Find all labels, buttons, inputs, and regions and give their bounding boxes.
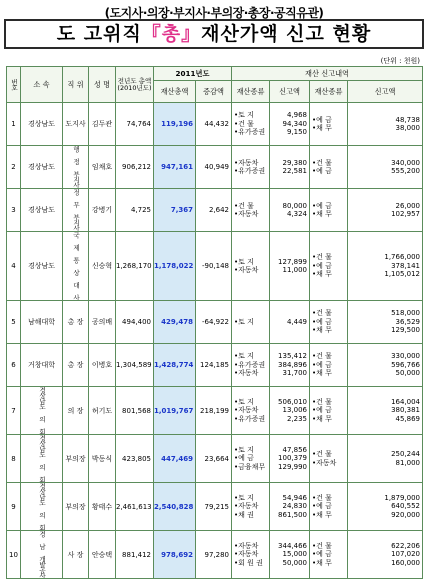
row-type1-item: •건 물	[234, 119, 254, 128]
row-name: 신승혁	[89, 232, 116, 301]
row-prev-total: 494,400	[116, 301, 154, 344]
row-amount1-item: 100,379	[278, 454, 307, 463]
row-amount2-item: 640,552	[391, 502, 421, 511]
row-total-2011: 1,178,022	[154, 232, 196, 301]
row-position: 정 무 부지사	[63, 189, 89, 232]
row-type1	[232, 531, 270, 579]
page-title	[4, 19, 424, 49]
row-amount1-item: 4,324	[286, 210, 307, 218]
row-amount2	[348, 483, 423, 531]
row-prev-total: 801,568	[116, 387, 154, 435]
row-amount1-item: 861,500	[278, 510, 307, 519]
row-type1-item: •유가증권	[234, 414, 266, 423]
row-amount1	[270, 531, 310, 579]
row-amount1	[270, 435, 310, 483]
row-amount1-item: 4,968	[286, 111, 307, 120]
row-amount1-item: 22,581	[282, 167, 307, 175]
row-amount1	[270, 387, 310, 435]
row-org: 거창대학	[21, 344, 63, 387]
table-row	[7, 435, 423, 483]
row-amount2-item: 555,200	[391, 167, 421, 175]
row-amount1-item: 15,000	[282, 550, 307, 559]
row-position: 국 제 통 상 대 사	[63, 232, 89, 301]
row-amount2	[348, 301, 423, 344]
row-name: 안승택	[89, 531, 116, 579]
row-name: 공의배	[89, 301, 116, 344]
row-amount2-item: 1,879,000	[384, 493, 421, 502]
row-change: 218,199	[196, 387, 232, 435]
row-type1-item: •유가증권	[234, 167, 266, 175]
title-prefix: 도 고위직	[56, 23, 142, 45]
table-row	[7, 483, 423, 531]
row-amount2-item: 380,381	[391, 406, 421, 415]
header-detail: 재산 신고내역	[232, 67, 423, 81]
row-org: 경상남도	[21, 232, 63, 301]
row-amount1-item: 344,466	[278, 541, 307, 550]
row-type1	[232, 344, 270, 387]
row-type2	[310, 344, 348, 387]
row-amount2-item: 1,105,012	[384, 270, 421, 279]
row-position: 행 정 부지사	[63, 146, 89, 189]
row-amount1-item: 9,150	[286, 128, 307, 137]
row-change: 40,949	[196, 146, 232, 189]
row-amount2-item: 50,000	[395, 369, 421, 378]
row-type2-item: •채 무	[312, 124, 332, 132]
row-type1-item: •토 지	[234, 317, 254, 326]
row-type2	[310, 301, 348, 344]
row-type2-item: •건 물	[312, 493, 332, 502]
row-name: 박동식	[89, 435, 116, 483]
row-org: 남해대학	[21, 301, 63, 344]
row-number: 7	[7, 387, 21, 435]
row-amount2-item: 378,141	[391, 261, 421, 270]
row-type1	[232, 189, 270, 232]
row-number: 4	[7, 232, 21, 301]
row-change: 44,432	[196, 103, 232, 146]
row-type1-item: •자동차	[234, 541, 259, 550]
row-amount1-item: 24,830	[282, 502, 307, 511]
header-type2: 재산종류	[310, 81, 348, 103]
header-type1: 재산종류	[232, 81, 270, 103]
row-amount2-item: 920,000	[391, 510, 421, 519]
row-amount1-item: 94,340	[282, 119, 307, 128]
row-type2	[310, 483, 348, 531]
title-suffix: 재산가액 신고 현황	[201, 23, 372, 45]
row-number: 9	[7, 483, 21, 531]
row-amount1-item: 127,899	[278, 257, 307, 266]
row-type1-item: •토 지	[234, 352, 254, 361]
row-prev-total: 4,725	[116, 189, 154, 232]
row-amount2-item: 622,206	[391, 541, 421, 550]
row-amount2-item: 48,738	[395, 115, 421, 124]
row-type1-item: •토 지	[234, 493, 254, 502]
row-type2-item: •채 무	[312, 326, 332, 335]
row-number: 5	[7, 301, 21, 344]
row-type2-item: •건 물	[312, 309, 332, 318]
row-amount1	[270, 103, 310, 146]
row-type2	[310, 146, 348, 189]
header-no: 번호	[7, 67, 21, 103]
row-total-2011: 429,478	[154, 301, 196, 344]
row-amount1-item: 13,006	[282, 406, 307, 415]
row-change: 97,280	[196, 531, 232, 579]
row-amount1-item: 29,380	[282, 158, 307, 167]
row-amount1-item: 4,449	[286, 317, 307, 326]
header-org: 소 속	[21, 67, 63, 103]
row-type2-item: •예 금	[312, 406, 332, 415]
table-row	[7, 387, 423, 435]
row-type2-item: •예 금	[312, 360, 332, 369]
table-row	[7, 232, 423, 301]
row-type2-item: •건 물	[312, 253, 332, 262]
row-type1	[232, 103, 270, 146]
row-amount1	[270, 483, 310, 531]
row-position: 사 장	[63, 531, 89, 579]
row-type2-item: •채 무	[312, 369, 332, 378]
row-position: 부의장	[63, 483, 89, 531]
row-type1	[232, 483, 270, 531]
row-type2-item: •예 금	[312, 115, 332, 124]
row-type1-item: •자동차	[234, 502, 259, 511]
row-amount2-item: 164,004	[391, 397, 421, 406]
row-amount2-item: 340,000	[391, 158, 421, 167]
page-subtitle: (도지사·의장·부지사·부의장·총장·공직유관)	[104, 6, 324, 20]
header-prev-total: 전년도 총액 (2010년도)	[116, 67, 154, 103]
row-amount2	[348, 387, 423, 435]
header-2011: 2011년도	[154, 67, 232, 81]
row-type1-item: •회 원 권	[234, 558, 263, 567]
header-change: 증감액	[196, 81, 232, 103]
row-type1-item: •자동차	[234, 158, 259, 167]
row-amount2-item: 330,000	[391, 352, 421, 361]
row-type2	[310, 232, 348, 301]
row-change: 124,185	[196, 344, 232, 387]
row-type1-item: •유가증권	[234, 128, 266, 137]
row-position: 총 장	[63, 301, 89, 344]
row-type2-item: •채 무	[312, 414, 332, 423]
row-total-2011: 1,019,767	[154, 387, 196, 435]
row-type1	[232, 435, 270, 483]
row-org: 경상남도 의 회	[21, 483, 63, 531]
header-amount2: 신고액	[348, 81, 423, 103]
table-row	[7, 103, 423, 146]
row-amount1	[270, 301, 310, 344]
row-amount2	[348, 146, 423, 189]
row-amount2-item: 38,000	[395, 124, 421, 132]
table-row	[7, 189, 423, 232]
row-type2-item: •예 금	[312, 167, 332, 175]
row-type1-item: •예 금	[234, 454, 254, 463]
row-type2-item: •예 금	[312, 201, 332, 210]
row-prev-total: 881,412	[116, 531, 154, 579]
row-amount2-item: 36,529	[395, 317, 421, 326]
row-total-2011: 119,196	[154, 103, 196, 146]
row-type1-item: •자동차	[234, 369, 259, 378]
row-amount2-item: 102,957	[391, 210, 421, 218]
row-total-2011: 947,161	[154, 146, 196, 189]
header-position: 직 위	[63, 67, 89, 103]
row-number: 2	[7, 146, 21, 189]
row-type1-item: •채 권	[234, 510, 254, 519]
row-type1-item: •금융채무	[234, 462, 266, 471]
row-prev-total: 1,268,170	[116, 232, 154, 301]
row-org: 경상남도	[21, 189, 63, 232]
table-row	[7, 344, 423, 387]
row-amount2	[348, 189, 423, 232]
row-amount1-item: 506,010	[278, 397, 307, 406]
table-row	[7, 146, 423, 189]
row-amount2-item: 26,000	[395, 201, 421, 210]
row-amount2-item: 160,000	[391, 558, 421, 567]
row-amount2-item: 107,020	[391, 550, 421, 559]
row-amount1-item: 31,700	[282, 369, 307, 378]
row-name: 김두관	[89, 103, 116, 146]
row-type2-item: •자동차	[312, 458, 337, 467]
row-type1-item: •유가증권	[234, 360, 266, 369]
row-position: 총 장	[63, 344, 89, 387]
row-type2-item: •건 물	[312, 450, 332, 458]
row-position: 도지사	[63, 103, 89, 146]
row-amount2	[348, 435, 423, 483]
header-amount1: 신고액	[270, 81, 310, 103]
row-total-2011: 7,367	[154, 189, 196, 232]
table-row	[7, 531, 423, 579]
row-type2-item: •건 물	[312, 397, 332, 406]
row-type1	[232, 301, 270, 344]
row-type2-item: •채 무	[312, 270, 332, 279]
row-total-2011: 447,469	[154, 435, 196, 483]
unit-label: (단위 : 천원)	[380, 57, 420, 65]
row-name: 허기도	[89, 387, 116, 435]
row-change: 2,642	[196, 189, 232, 232]
row-change: 79,215	[196, 483, 232, 531]
row-amount1-item: 11,000	[282, 266, 307, 274]
row-type1	[232, 146, 270, 189]
row-amount1	[270, 344, 310, 387]
row-amount2-item: 45,869	[395, 414, 421, 423]
header-total: 재산총액	[154, 81, 196, 103]
row-amount1	[270, 232, 310, 301]
row-amount1-item: 47,856	[282, 445, 307, 454]
row-type2-item: •건 물	[312, 352, 332, 361]
row-type1-item: •자동차	[234, 266, 259, 274]
row-type1-item: •토 지	[234, 257, 254, 266]
table-row	[7, 301, 423, 344]
row-amount2-item: 250,244	[391, 450, 421, 458]
row-amount1	[270, 189, 310, 232]
row-type2-item: •채 무	[312, 558, 332, 567]
row-amount2	[348, 344, 423, 387]
row-amount1-item: 54,946	[282, 493, 307, 502]
row-org: 경상남도	[21, 103, 63, 146]
row-type2-item: •예 금	[312, 502, 332, 511]
row-type1-item: •토 지	[234, 111, 254, 120]
row-org: 경상남도 의 회	[21, 435, 63, 483]
row-name: 임채호	[89, 146, 116, 189]
row-prev-total: 2,461,613	[116, 483, 154, 531]
row-prev-total: 74,764	[116, 103, 154, 146]
row-prev-total: 1,304,589	[116, 344, 154, 387]
row-total-2011: 2,540,828	[154, 483, 196, 531]
row-amount2	[348, 531, 423, 579]
row-amount2-item: 81,000	[395, 458, 421, 467]
row-type1	[232, 232, 270, 301]
row-position: 의 장	[63, 387, 89, 435]
row-type2-item: •채 무	[312, 210, 332, 218]
row-type1-item: •자동차	[234, 550, 259, 559]
row-amount1	[270, 146, 310, 189]
row-amount2-item: 596,766	[391, 360, 421, 369]
row-amount1-item: 80,000	[282, 201, 307, 210]
row-prev-total: 906,212	[116, 146, 154, 189]
row-amount2	[348, 103, 423, 146]
row-name: 강병기	[89, 189, 116, 232]
row-type2-item: •예 금	[312, 550, 332, 559]
row-name: 황태수	[89, 483, 116, 531]
row-type1-item: •자동차	[234, 406, 259, 415]
row-type2	[310, 387, 348, 435]
row-type2	[310, 189, 348, 232]
row-total-2011: 1,428,774	[154, 344, 196, 387]
row-amount1-item: 2,235	[286, 414, 307, 423]
row-amount1-item: 135,412	[278, 352, 307, 361]
row-number: 3	[7, 189, 21, 232]
row-type2-item: •예 금	[312, 317, 332, 326]
row-amount1-item: 50,000	[282, 558, 307, 567]
row-type2-item: •예 금	[312, 261, 332, 270]
row-org: 경상남도	[21, 146, 63, 189]
row-type2-item: •건 물	[312, 158, 332, 167]
row-type1	[232, 387, 270, 435]
row-name: 이병호	[89, 344, 116, 387]
row-change: 23,664	[196, 435, 232, 483]
row-type1-item: •토 지	[234, 397, 254, 406]
row-type1-item: •자동차	[234, 210, 259, 218]
row-amount1-item: 129,990	[278, 462, 307, 471]
row-type2-item: •건 물	[312, 541, 332, 550]
row-number: 1	[7, 103, 21, 146]
row-prev-total: 423,805	[116, 435, 154, 483]
row-amount2	[348, 232, 423, 301]
row-type1-item: •건 물	[234, 201, 254, 210]
row-amount1-item: 384,896	[278, 360, 307, 369]
row-position: 부의장	[63, 435, 89, 483]
row-change: -90,148	[196, 232, 232, 301]
row-total-2011: 978,692	[154, 531, 196, 579]
row-org: 경상남도 의 회	[21, 387, 63, 435]
row-number: 6	[7, 344, 21, 387]
row-amount2-item: 129,500	[391, 326, 421, 335]
row-type2	[310, 531, 348, 579]
row-number: 10	[7, 531, 21, 579]
row-number: 8	[7, 435, 21, 483]
asset-table	[6, 66, 423, 579]
row-amount2-item: 1,766,000	[384, 253, 421, 262]
row-type2	[310, 435, 348, 483]
row-amount2-item: 518,000	[391, 309, 421, 318]
row-change: -64,922	[196, 301, 232, 344]
row-type2-item: •채 무	[312, 510, 332, 519]
row-type1-item: •토 지	[234, 445, 254, 454]
header-name: 성 명	[89, 67, 116, 103]
row-org: 경 남 개발공사	[21, 531, 63, 579]
row-type2	[310, 103, 348, 146]
title-highlight: 『총』	[141, 23, 202, 45]
